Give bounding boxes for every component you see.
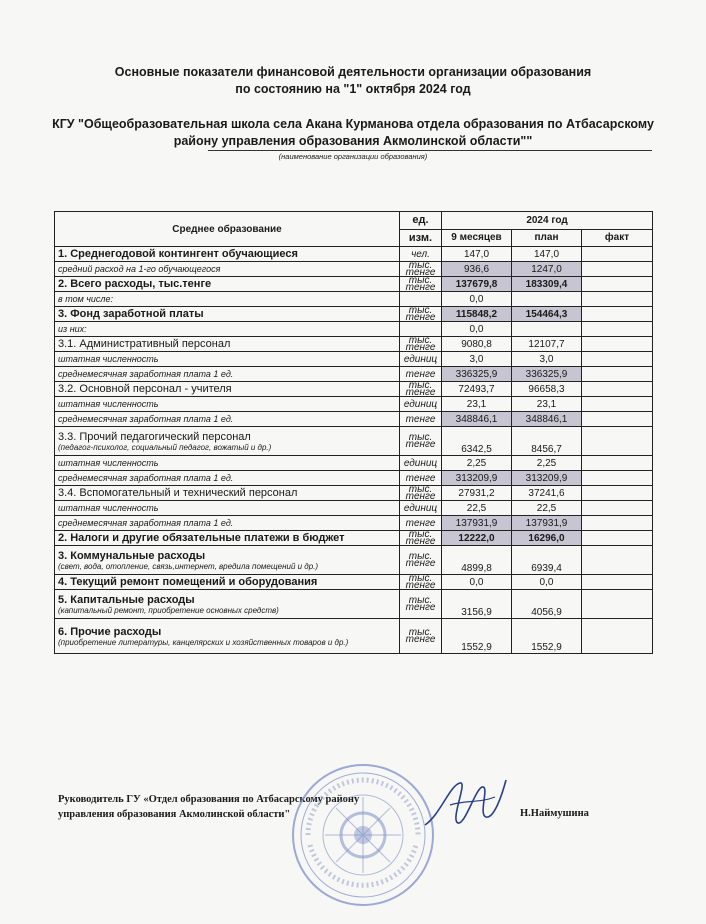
- row-unit: тыс. тенге: [400, 619, 442, 654]
- header-section: Среднее образование: [55, 212, 400, 247]
- cell-fact: [582, 427, 653, 456]
- row-label-text: 3.4. Вспомогательный и технический персонал: [58, 487, 298, 499]
- row-label-sub: (приобретение литературы, канцелярских и хозяйственных товаров и др.): [58, 637, 349, 647]
- table-row: [55, 307, 653, 322]
- row-unit: [400, 292, 442, 307]
- cell-plan: [512, 292, 582, 307]
- cell-fact: [582, 277, 653, 292]
- row-label: [55, 501, 400, 516]
- cell-plan: 1247,0: [512, 262, 582, 277]
- cell-fact: [582, 516, 653, 531]
- cell-plan: 22,5: [512, 501, 582, 516]
- official-stamp-icon: [288, 760, 438, 910]
- row-label-text: 3. Коммунальные расходы: [58, 549, 206, 562]
- table-row: [55, 471, 653, 486]
- row-label: [55, 456, 400, 471]
- row-unit: тыс. тенге: [400, 382, 442, 397]
- row-label: [55, 590, 400, 619]
- cell-plan: 4056,9: [512, 590, 582, 619]
- cell-9months: 3,0: [442, 352, 512, 367]
- row-label: [55, 531, 400, 546]
- header-col-plan: план: [512, 229, 582, 247]
- row-label: [55, 516, 400, 531]
- row-unit: чел.: [400, 247, 442, 262]
- row-label: [55, 262, 400, 277]
- organization-caption: (наименование организации образования): [278, 152, 428, 161]
- cell-plan: 37241,6: [512, 486, 582, 501]
- row-unit: тыс. тенге: [400, 546, 442, 575]
- row-unit: [400, 322, 442, 337]
- cell-fact: [582, 590, 653, 619]
- row-label: [55, 397, 400, 412]
- cell-plan: 0,0: [512, 575, 582, 590]
- cell-plan: 96658,3: [512, 382, 582, 397]
- organization-line2: району управления образования Акмолинской области"": [173, 134, 533, 148]
- row-label-sub: (свет, вода, отопление, связь,интернет, вредила помещений и др.): [58, 561, 319, 571]
- table-row: [55, 619, 653, 654]
- cell-plan: 8456,7: [512, 427, 582, 456]
- row-label-text: среднемесячная заработная плата 1 ед.: [58, 518, 234, 528]
- table-row: [55, 247, 653, 262]
- cell-9months: 115848,2: [442, 307, 512, 322]
- cell-9months: 2,25: [442, 456, 512, 471]
- row-label: [55, 546, 400, 575]
- cell-9months: 1552,9: [442, 619, 512, 654]
- row-unit: тыс. тенге: [400, 262, 442, 277]
- cell-9months: 137679,8: [442, 277, 512, 292]
- table-row: [55, 486, 653, 501]
- cell-fact: [582, 397, 653, 412]
- row-unit: тыс. тенге: [400, 575, 442, 590]
- cell-plan: 2,25: [512, 456, 582, 471]
- row-label-text: 3.2. Основной персонал - учителя: [58, 383, 232, 395]
- cell-fact: [582, 486, 653, 501]
- cell-fact: [582, 471, 653, 486]
- row-label-text: штатная численность: [58, 458, 159, 468]
- cell-plan: 1552,9: [512, 619, 582, 654]
- cell-fact: [582, 367, 653, 382]
- row-label-text: 3.3. Прочий педагогический персонал: [58, 430, 251, 443]
- row-label-text: в том числе:: [58, 294, 114, 304]
- table-row: [55, 531, 653, 546]
- row-label-text: средний расход на 1-го обучающегося: [58, 264, 221, 274]
- cell-fact: [582, 337, 653, 352]
- table-row: [55, 262, 653, 277]
- row-label: [55, 277, 400, 292]
- row-label-text: среднемесячная заработная плата 1 ед.: [58, 414, 234, 424]
- cell-plan: 137931,9: [512, 516, 582, 531]
- footer-line2: управления образования Акмолинской области": [58, 809, 291, 820]
- row-label-text: 3.1. Административный персонал: [58, 338, 231, 350]
- report-title-line2: по состоянию на "1" октября 2024 год: [235, 82, 471, 96]
- row-label-text: штатная численность: [58, 399, 159, 409]
- cell-fact: [582, 262, 653, 277]
- row-label-sub: (педагог-психолог, социальный педагог, вожатый и др.): [58, 442, 272, 452]
- row-unit: тенге: [400, 412, 442, 427]
- row-unit: тыс. тенге: [400, 486, 442, 501]
- row-label: [55, 367, 400, 382]
- cell-plan: 6939,4: [512, 546, 582, 575]
- table-row: [55, 322, 653, 337]
- row-label-text: среднемесячная заработная плата 1 ед.: [58, 369, 234, 379]
- cell-plan: 154464,3: [512, 307, 582, 322]
- header-col-fact: факт: [582, 229, 653, 247]
- footer-line1: Руководитель ГУ «Отдел образования по Атбасарскому району: [58, 794, 360, 805]
- report-title-line1: Основные показатели финансовой деятельности организации образования: [114, 65, 592, 79]
- row-unit: тыс. тенге: [400, 427, 442, 456]
- cell-9months: 936,6: [442, 262, 512, 277]
- row-label: [55, 486, 400, 501]
- signatory-name: Н.Наймушина: [520, 808, 589, 819]
- row-label: [55, 247, 400, 262]
- table-row: [55, 277, 653, 292]
- table-row: [55, 397, 653, 412]
- row-label-text: 3. Фонд заработной платы: [58, 308, 204, 320]
- row-label: [55, 307, 400, 322]
- cell-plan: 348846,1: [512, 412, 582, 427]
- cell-9months: 9080,8: [442, 337, 512, 352]
- row-unit: единиц: [400, 456, 442, 471]
- row-unit: единиц: [400, 397, 442, 412]
- organization-line1: КГУ "Общеобразовательная школа села Акана Курманова отдела образования по Атбасарскому: [52, 117, 654, 131]
- financial-table: [54, 211, 653, 654]
- header-unit2: изм.: [400, 229, 442, 247]
- table-row: [55, 456, 653, 471]
- row-label: [55, 337, 400, 352]
- row-unit: тыс. тенге: [400, 337, 442, 352]
- table-row: [55, 590, 653, 619]
- cell-fact: [582, 322, 653, 337]
- cell-plan: 313209,9: [512, 471, 582, 486]
- row-label-text: 4. Текущий ремонт помещений и оборудования: [58, 576, 318, 588]
- table-row: [55, 337, 653, 352]
- cell-9months: 4899,8: [442, 546, 512, 575]
- row-label: [55, 322, 400, 337]
- cell-fact: [582, 456, 653, 471]
- row-label: [55, 382, 400, 397]
- row-label: [55, 575, 400, 590]
- table-row: [55, 427, 653, 456]
- row-unit: тыс. тенге: [400, 531, 442, 546]
- cell-fact: [582, 575, 653, 590]
- cell-plan: 16296,0: [512, 531, 582, 546]
- cell-fact: [582, 382, 653, 397]
- cell-plan: 183309,4: [512, 277, 582, 292]
- cell-9months: 348846,1: [442, 412, 512, 427]
- row-label: [55, 427, 400, 456]
- row-label-text: штатная численность: [58, 354, 159, 364]
- table-row: [55, 352, 653, 367]
- cell-fact: [582, 531, 653, 546]
- header-unit1: ед.: [400, 212, 442, 230]
- cell-9months: 336325,9: [442, 367, 512, 382]
- row-label-text: штатная численность: [58, 503, 159, 513]
- cell-plan: [512, 322, 582, 337]
- cell-9months: 137931,9: [442, 516, 512, 531]
- organization-name: [0, 116, 706, 150]
- row-label-sub: (капитальный ремонт, приобретение основных средств): [58, 605, 279, 615]
- row-label-text: 6. Прочие расходы: [58, 625, 162, 638]
- table-header-row: [55, 212, 653, 230]
- cell-9months: 12222,0: [442, 531, 512, 546]
- cell-9months: 3156,9: [442, 590, 512, 619]
- cell-fact: [582, 292, 653, 307]
- cell-fact: [582, 307, 653, 322]
- row-label-text: среднемесячная заработная плата 1 ед.: [58, 473, 234, 483]
- cell-fact: [582, 412, 653, 427]
- cell-9months: 22,5: [442, 501, 512, 516]
- row-unit: тыс. тенге: [400, 590, 442, 619]
- table-row: [55, 501, 653, 516]
- row-label: [55, 292, 400, 307]
- row-label-text: 2. Всего расходы, тыс.тенге: [58, 278, 212, 290]
- cell-plan: 23,1: [512, 397, 582, 412]
- cell-9months: 0,0: [442, 292, 512, 307]
- header-col-9months: 9 месяцев: [442, 229, 512, 247]
- row-label-text: из них:: [58, 324, 87, 334]
- row-unit: тенге: [400, 516, 442, 531]
- cell-plan: 12107,7: [512, 337, 582, 352]
- cell-plan: 3,0: [512, 352, 582, 367]
- organization-underline: [208, 150, 652, 151]
- cell-9months: 27931,2: [442, 486, 512, 501]
- row-label: [55, 619, 400, 654]
- table-row: [55, 575, 653, 590]
- table-row: [55, 516, 653, 531]
- row-unit: единиц: [400, 352, 442, 367]
- cell-9months: 147,0: [442, 247, 512, 262]
- cell-fact: [582, 501, 653, 516]
- row-label: [55, 471, 400, 486]
- row-unit: тенге: [400, 367, 442, 382]
- cell-fact: [582, 352, 653, 367]
- table-row: [55, 292, 653, 307]
- cell-9months: 0,0: [442, 575, 512, 590]
- table-row: [55, 367, 653, 382]
- cell-9months: 6342,5: [442, 427, 512, 456]
- cell-plan: 147,0: [512, 247, 582, 262]
- row-label: [55, 412, 400, 427]
- row-unit: тенге: [400, 471, 442, 486]
- row-label-text: 2. Налоги и другие обязательные платежи в бюджет: [58, 532, 345, 544]
- table-row: [55, 382, 653, 397]
- cell-fact: [582, 247, 653, 262]
- row-unit: единиц: [400, 501, 442, 516]
- signature-icon: [420, 775, 510, 835]
- row-label-text: 5. Капитальные расходы: [58, 593, 195, 606]
- row-label-text: 1. Среднегодовой контингент обучающиеся: [58, 248, 298, 260]
- header-year: 2024 год: [442, 212, 653, 230]
- table-row: [55, 412, 653, 427]
- cell-fact: [582, 619, 653, 654]
- report-title: [0, 64, 706, 98]
- cell-fact: [582, 546, 653, 575]
- cell-9months: 0,0: [442, 322, 512, 337]
- row-label: [55, 352, 400, 367]
- row-unit: тыс. тенге: [400, 307, 442, 322]
- cell-plan: 336325,9: [512, 367, 582, 382]
- table-row: [55, 546, 653, 575]
- cell-9months: 23,1: [442, 397, 512, 412]
- row-unit: тыс. тенге: [400, 277, 442, 292]
- cell-9months: 72493,7: [442, 382, 512, 397]
- cell-9months: 313209,9: [442, 471, 512, 486]
